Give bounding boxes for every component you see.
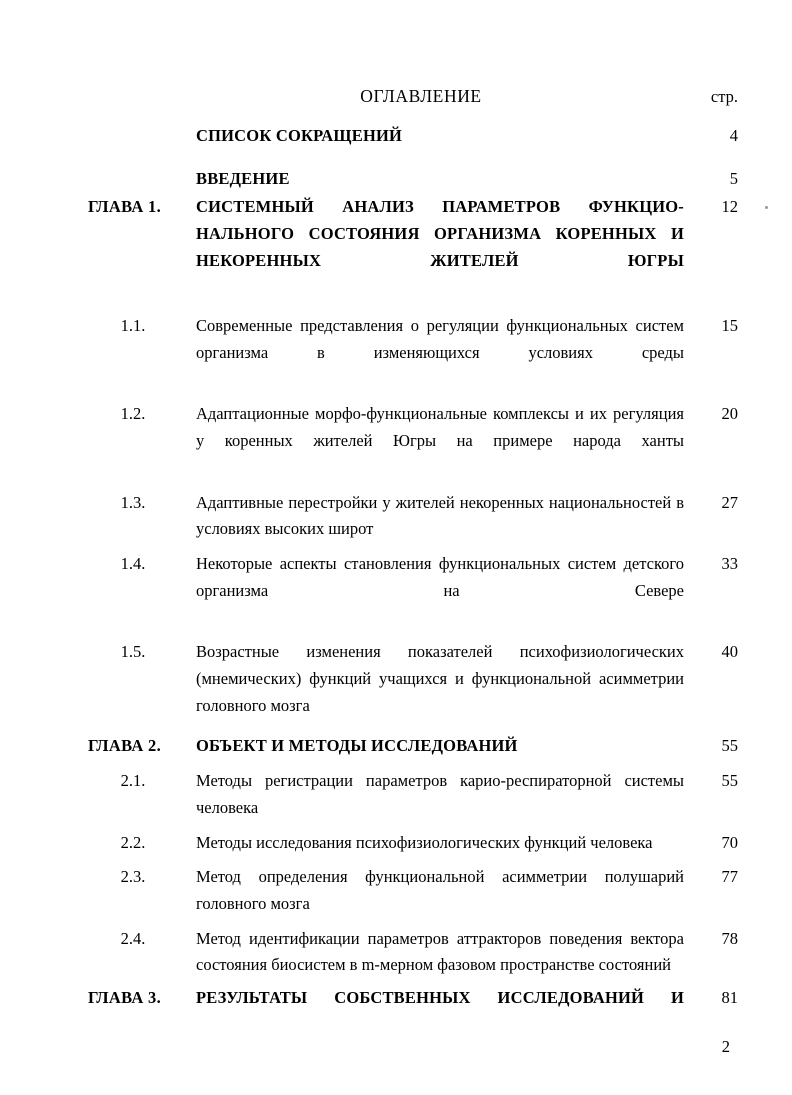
toc-entry-page: 77 — [721, 867, 738, 887]
toc-entry-title: Методы регистрации параметров карио-респираторной системы человека — [196, 771, 684, 817]
toc-entry-title: Адаптационные морфо-функциональные комплексы и их регуляция у коренных жителей Югры на примере народа ханты — [196, 404, 684, 451]
toc-entry-title: СИСТЕМНЫЙ АНАЛИЗ ПАРАМЕТРОВ ФУНКЦИО-НАЛЬНОГО СОСТОЯНИЯ ОРГАНИЗМА КОРЕННЫХ И НЕКОРЕННЫХ ЖИТЕЛЕЙ ЮГРЫ — [196, 197, 684, 270]
toc-entry-number: 2.3. — [120, 867, 146, 887]
toc-entry-page: 70 — [721, 832, 738, 852]
toc-entry-number: 2.2. — [120, 832, 146, 852]
toc-entry-title: РЕЗУЛЬТАТЫ СОБСТВЕННЫХ ИССЛЕДОВАНИЙ И — [196, 988, 684, 1008]
toc-entry — [88, 166, 738, 193]
toc-entry — [88, 401, 738, 481]
toc-entry-page: 81 — [721, 988, 738, 1008]
toc-entry-page: 33 — [721, 554, 738, 574]
toc-entry-page: 15 — [721, 316, 738, 336]
toc-entry-title: ОБЪЕКТ И МЕТОДЫ ИССЛЕДОВАНИЙ — [196, 736, 518, 756]
toc-entry-title: Адаптивные перестройки у жителей некоренных национальностей в условиях высоких широт — [196, 492, 684, 539]
toc-entry-number: ГЛАВА 3. — [88, 988, 162, 1008]
toc-entry — [88, 985, 738, 1038]
toc-entry — [88, 733, 738, 760]
toc-entry — [88, 490, 738, 543]
toc-entry-page: 20 — [721, 404, 738, 424]
toc-entry — [88, 123, 738, 150]
toc-entry-number: ГЛАВА 1. — [88, 197, 162, 217]
toc-entry-title: Некоторые аспекты становления функциональных систем детского организма на Севере — [196, 554, 684, 600]
toc-entry-number: 1.1. — [120, 316, 146, 336]
toc-header-row — [88, 86, 738, 107]
toc-entry — [88, 864, 738, 917]
toc-entry-page: 5 — [729, 168, 738, 188]
toc-entry-title: СПИСОК СОКРАЩЕНИЙ — [196, 126, 403, 145]
folio-page-number: 2 — [721, 1037, 730, 1056]
toc-entry-number: 1.4. — [120, 554, 146, 574]
toc-entry — [88, 313, 738, 393]
toc-entry — [88, 551, 738, 631]
toc-entry-title: Метод определения функциональной асимметрии полушарий головного мозга — [196, 867, 684, 913]
page-title: ОГЛАВЛЕНИЕ — [360, 86, 482, 106]
toc-entry-page: 55 — [721, 771, 738, 791]
toc-entry — [88, 768, 738, 821]
toc-entry-title: Метод идентификации параметров аттракторов поведения вектора состояния биосистем в m-мерном фазовом пространстве состояний — [196, 928, 684, 975]
toc-entry-title: Методы исследования психофизиологических функций человека — [196, 832, 653, 852]
toc-entry-title: Возрастные изменения показателей психофизиологических (мнемических) функций учащихся и функциональной асимметрии головного мозга — [196, 642, 684, 715]
page-column-label: стр. — [710, 87, 738, 106]
toc-entry-title: Современные представления о регуляции функциональных систем организма в изменяющихся условиях среды — [196, 316, 684, 363]
toc-entry-page: 55 — [721, 736, 738, 756]
toc-entry-number: 2.1. — [120, 771, 146, 791]
table-of-contents — [88, 86, 738, 1045]
toc-entry — [88, 926, 738, 979]
toc-entry-number: 1.5. — [120, 642, 146, 662]
toc-entry-page: 78 — [721, 928, 738, 948]
toc-entry-page: 4 — [729, 126, 738, 145]
margin-speck — [765, 206, 768, 209]
toc-entry-page: 40 — [721, 642, 738, 662]
toc-entry-number: 1.2. — [120, 404, 146, 424]
toc-entry — [88, 639, 738, 719]
toc-entry-title: ВВЕДЕНИЕ — [196, 168, 290, 188]
toc-entry-number: ГЛАВА 2. — [88, 736, 162, 756]
toc-entry-page: 27 — [721, 492, 738, 512]
toc-entry-number: 1.3. — [120, 492, 146, 512]
toc-entry — [88, 194, 738, 301]
toc-entry-page: 12 — [721, 197, 738, 217]
toc-entry — [88, 830, 738, 857]
toc-entry-number: 2.4. — [120, 928, 146, 948]
